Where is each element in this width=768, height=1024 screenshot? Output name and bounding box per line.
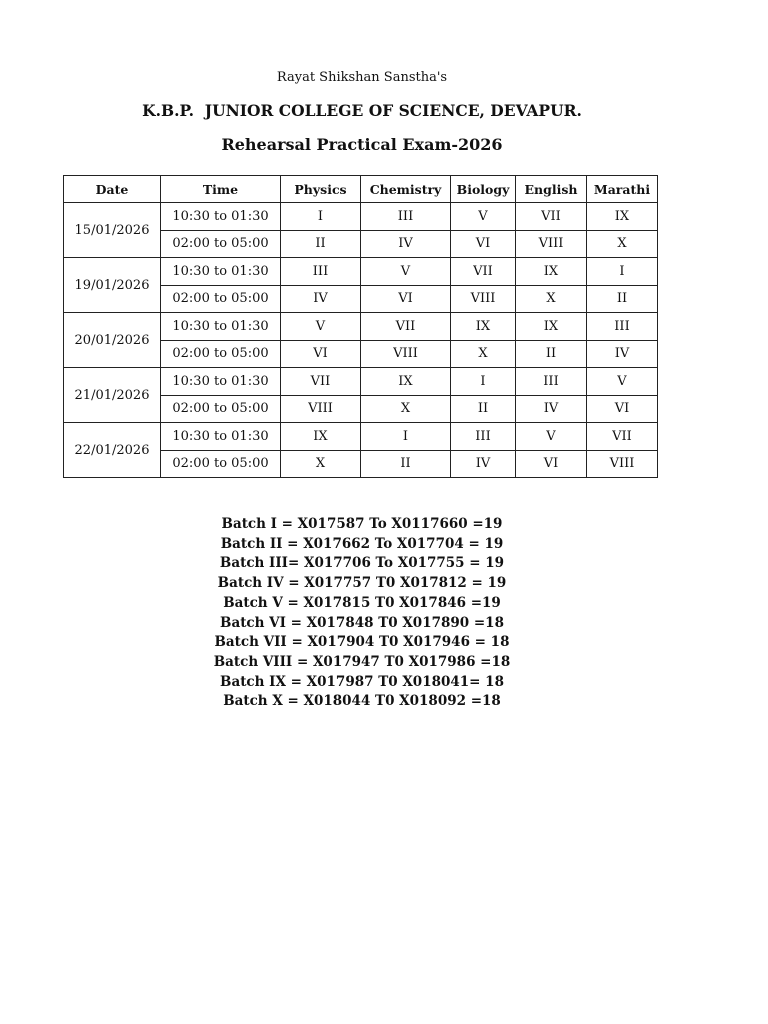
date-cell: 22/01/2026	[64, 423, 161, 478]
physics-batch-cell: IX	[281, 423, 361, 451]
marathi-batch-cell: V	[587, 368, 658, 396]
time-cell: 02:00 to 05:00	[161, 340, 281, 368]
batch-roll-number-list	[0, 515, 724, 712]
batch-line: Batch III= X017706 To X017755 = 19	[219, 555, 505, 572]
physics-batch-cell: I	[281, 203, 361, 231]
marathi-batch-cell: IX	[587, 203, 658, 231]
english-batch-cell: V	[516, 423, 587, 451]
biology-batch-cell: VI	[451, 230, 516, 258]
english-batch-cell: III	[516, 368, 587, 396]
marathi-batch-cell: VII	[587, 423, 658, 451]
college-name: K.B.P. JUNIOR COLLEGE OF SCIENCE, DEVAPUR.	[142, 101, 582, 120]
marathi-batch-cell: IV	[587, 340, 658, 368]
biology-batch-cell: I	[451, 368, 516, 396]
date-cell: 15/01/2026	[64, 203, 161, 258]
chemistry-batch-cell: VIII	[361, 340, 451, 368]
col-header-english: English	[516, 176, 587, 203]
marathi-batch-cell: X	[587, 230, 658, 258]
time-cell: 02:00 to 05:00	[161, 285, 281, 313]
exam-schedule-table	[63, 175, 658, 478]
col-header-time: Time	[161, 176, 281, 203]
physics-batch-cell: IV	[281, 285, 361, 313]
physics-batch-cell: V	[281, 313, 361, 341]
batch-line: Batch I = X017587 To X0117660 =19	[221, 516, 503, 532]
col-header-chemistry: Chemistry	[361, 176, 451, 203]
time-cell: 02:00 to 05:00	[161, 450, 281, 478]
chemistry-batch-cell: V	[361, 258, 451, 286]
table-header-row	[64, 176, 658, 203]
time-cell: 10:30 to 01:30	[161, 313, 281, 341]
english-batch-cell: VII	[516, 203, 587, 231]
col-header-marathi: Marathi	[587, 176, 658, 203]
physics-batch-cell: VIII	[281, 395, 361, 423]
time-cell: 10:30 to 01:30	[161, 258, 281, 286]
marathi-batch-cell: I	[587, 258, 658, 286]
col-header-date: Date	[64, 176, 161, 203]
institution-society: Rayat Shikshan Sanstha's	[276, 70, 448, 85]
batch-line: Batch VII = X017904 T0 X017946 = 18	[214, 634, 510, 651]
biology-batch-cell: V	[451, 203, 516, 231]
physics-batch-cell: VII	[281, 368, 361, 396]
chemistry-batch-cell: X	[361, 395, 451, 423]
chemistry-batch-cell: II	[361, 450, 451, 478]
chemistry-batch-cell: IX	[361, 368, 451, 396]
marathi-batch-cell: VI	[587, 395, 658, 423]
table-row	[64, 368, 658, 396]
biology-batch-cell: X	[451, 340, 516, 368]
table-row	[64, 423, 658, 451]
batch-line: Batch V = X017815 T0 X017846 =19	[223, 594, 501, 611]
physics-batch-cell: VI	[281, 340, 361, 368]
table-row	[64, 313, 658, 341]
table-row	[64, 203, 658, 231]
english-batch-cell: VI	[516, 450, 587, 478]
batch-line: Batch IX = X017987 T0 X018041= 18	[220, 673, 504, 690]
time-cell: 10:30 to 01:30	[161, 203, 281, 231]
batch-line: Batch X = X018044 T0 X018092 =18	[223, 693, 501, 710]
biology-batch-cell: VII	[451, 258, 516, 286]
biology-batch-cell: VIII	[451, 285, 516, 313]
english-batch-cell: IV	[516, 395, 587, 423]
date-cell: 20/01/2026	[64, 313, 161, 368]
chemistry-batch-cell: VII	[361, 313, 451, 341]
time-cell: 02:00 to 05:00	[161, 230, 281, 258]
biology-batch-cell: IX	[451, 313, 516, 341]
time-cell: 10:30 to 01:30	[161, 423, 281, 451]
english-batch-cell: X	[516, 285, 587, 313]
batch-line: Batch VIII = X017947 T0 X017986 =18	[213, 653, 511, 670]
col-header-biology: Biology	[451, 176, 516, 203]
physics-batch-cell: X	[281, 450, 361, 478]
biology-batch-cell: II	[451, 395, 516, 423]
marathi-batch-cell: II	[587, 285, 658, 313]
english-batch-cell: IX	[516, 258, 587, 286]
chemistry-batch-cell: VI	[361, 285, 451, 313]
marathi-batch-cell: III	[587, 313, 658, 341]
time-cell: 10:30 to 01:30	[161, 368, 281, 396]
date-cell: 21/01/2026	[64, 368, 161, 423]
biology-batch-cell: IV	[451, 450, 516, 478]
table-row	[64, 258, 658, 286]
chemistry-batch-cell: I	[361, 423, 451, 451]
time-cell: 02:00 to 05:00	[161, 395, 281, 423]
date-cell: 19/01/2026	[64, 258, 161, 313]
english-batch-cell: IX	[516, 313, 587, 341]
chemistry-batch-cell: III	[361, 203, 451, 231]
batch-line: Batch II = X017662 To X017704 = 19	[220, 535, 504, 552]
biology-batch-cell: III	[451, 423, 516, 451]
marathi-batch-cell: VIII	[587, 450, 658, 478]
physics-batch-cell: II	[281, 230, 361, 258]
batch-line: Batch VI = X017848 T0 X017890 =18	[220, 614, 504, 631]
english-batch-cell: VIII	[516, 230, 587, 258]
chemistry-batch-cell: IV	[361, 230, 451, 258]
exam-title: Rehearsal Practical Exam-2026	[221, 135, 503, 154]
physics-batch-cell: III	[281, 258, 361, 286]
batch-line: Batch IV = X017757 T0 X017812 = 19	[217, 575, 507, 592]
english-batch-cell: II	[516, 340, 587, 368]
col-header-physics: Physics	[281, 176, 361, 203]
